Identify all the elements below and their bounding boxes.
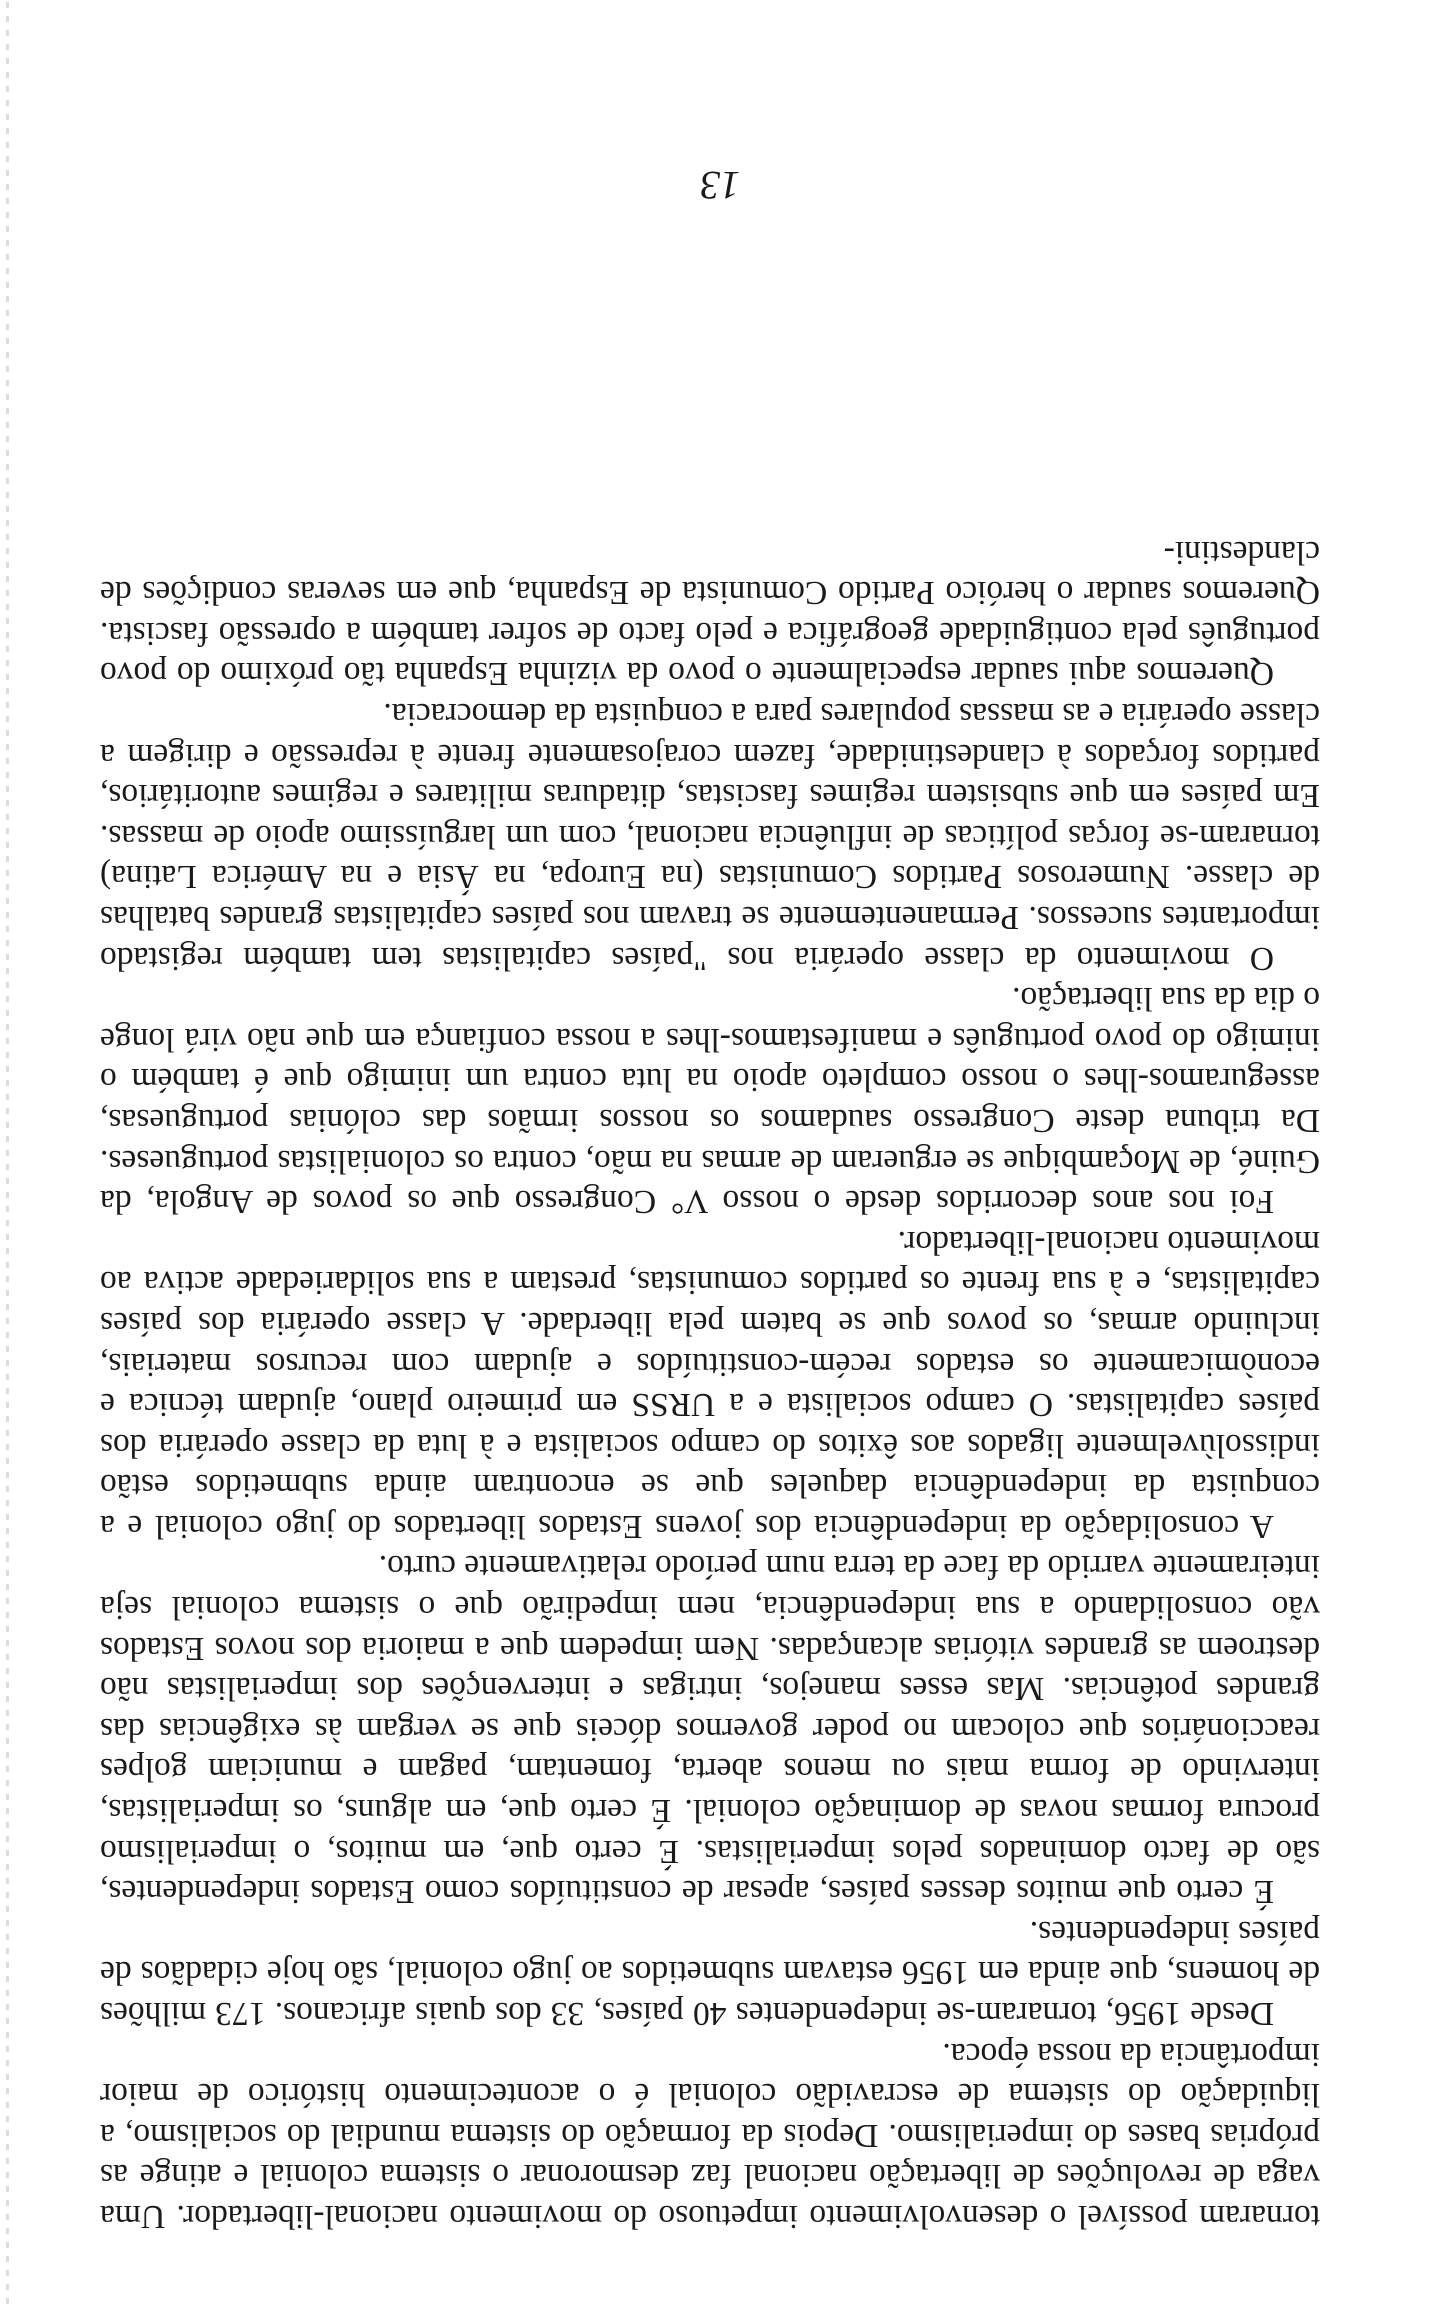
paragraph: Desde 1956, tornaram-se independentes 40 países, 33 dos quais africanos. 173 milhões de homens, que ainda em 1956 estavam submetidos ao jugo colonial, são hoje cidadãos de países independentes. bbox=[100, 1913, 1320, 2033]
scan-edge-marks bbox=[6, 0, 9, 2304]
paragraph: É certo que muitos desses países, apesar de constituídos como Estados independentes, são de facto dominados pelos imperialistas. É certo que, em muitos, o imperialismo procura formas novas de dominação colonial. É certo que, em alguns, os imperialistas, intervindo de forma mais ou menos aberta, fomentam, pagam e municiam golpes reaccionários que colocam no poder governos dóceis que se vergam às exigências das grandes potências. Mas esses manejos, intrigas e intervenções dos imperialistas não destroem as grandes vitórias alcançadas. Nem impedem que a maioria dos novos Estados vão consolidando a sua independência, nem impedirão que o sistema colonial seja inteiramente varrido da face da terra num período relativamente curto. bbox=[100, 1548, 1320, 1911]
paragraph: A consolidação da independência dos jovens Estados libertados do jugo colonial e a conquista da independência daqueles que se encontram ainda submetidos estão indissolùvelmente ligados aos êxitos do campo socialista e à luta da classe operária dos países capitalistas. O campo socialista e a URSS em primeiro plano, ajudam técnica e econòmicamente os estados recém-constituídos e ajudam com recursos materiais, incluindo armas, os povos que se batem pela liberdade. A classe operária dos países capitalistas, e à sua frente os partidos comunistas, prestam a sua solidariedade activa ao movimento nacional-libertador. bbox=[100, 1223, 1320, 1545]
paragraph: Queremos aqui saudar especialmente o povo da vizinha Espanha tão próximo do povo português pela contiguidade geográfica e pelo facto de sofrer também a opressão fascista. Queremos saudar o heróico Partido Comunista de Espanha, que em severas condições de clandestini- bbox=[100, 533, 1320, 693]
body-text bbox=[100, 531, 1320, 2236]
paragraph: Foi nos anos decorridos desde o nosso V° Congresso que os povos de Angola, da Guiné, de Moçambique se ergueram de armas na mão, contra os colonialistas portugueses. Da tribuna deste Congresso saudamos os nossos irmãos das colónias portuguesas, asseguramos-lhes o nosso completo apoio na luta contra um inimigo que é também o inimigo do povo português e manifestamos-lhes a nossa confiança em que não virá longe o dia da sua libertação. bbox=[100, 980, 1320, 1221]
paragraph: O movimento da classe operária nos "países capitalistas tem também registado importantes sucessos. Permanentemente se travam nos países capitalistas grandes batalhas de classe. Numerosos Partidos Comunistas (na Europa, na Ásia e na América Latina) tornaram-se forças políticas de influência nacional, com um larguíssimo apoio de massas. Em países em que subsistem regimes fascistas, ditaduras militares e regimes autoritários, partidos forçados à clandestinidade, fazem corajosamente frente à repressão e dirigem a classe operária e as massas populares para a conquista da democracia. bbox=[100, 696, 1320, 977]
page-number: 13 bbox=[700, 163, 740, 208]
paragraph: tornaram possível o desenvolvimento impetuoso do movimento nacional-libertador. Uma vaga de revoluções de libertação nacional faz desmoronar o sistema colonial e atinge as próprias bases do imperialismo. Depois da formação do sistema mundial do socialismo, a liquidação do sistema de escravidão colonial é o acontecimento histórico de maior importância da nossa época. bbox=[100, 2035, 1320, 2235]
